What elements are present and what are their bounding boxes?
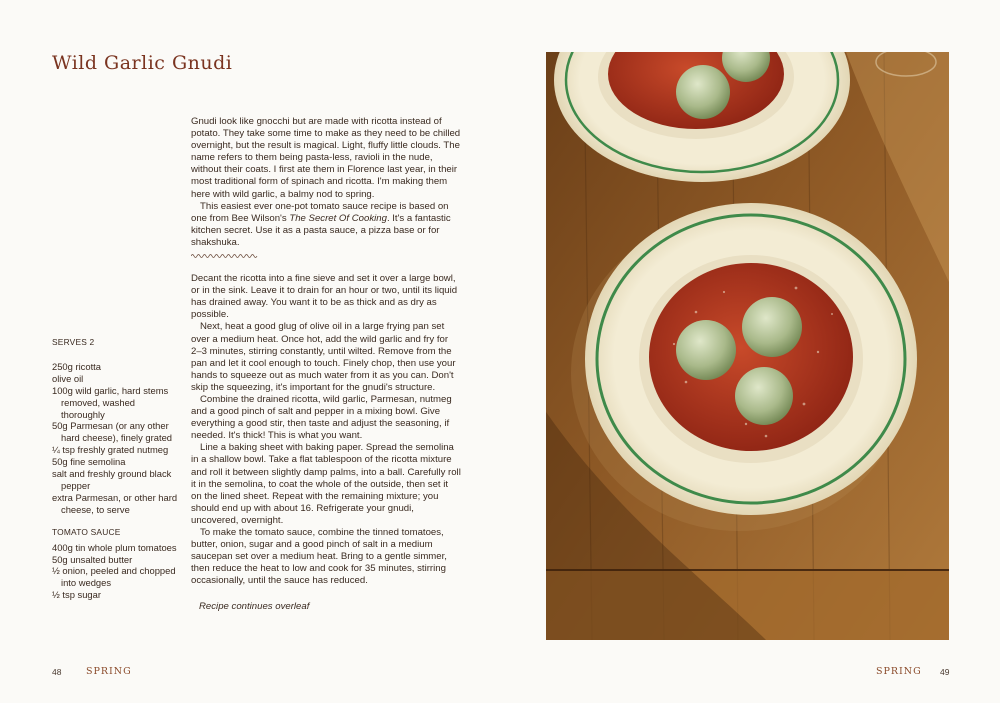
gnudi-ball	[742, 297, 802, 357]
section-label-right: SPRING	[876, 666, 922, 677]
gnudi-ball	[676, 320, 736, 380]
gnudi-photo	[546, 52, 949, 640]
ingredient: 50g fine semolina	[52, 456, 126, 468]
gnudi-ball	[735, 367, 793, 425]
wavy-divider	[191, 252, 461, 264]
recipe-title: Wild Garlic Gnudi	[52, 52, 233, 74]
ingredient: ½ tsp sugar	[52, 589, 101, 601]
section-label-left: SPRING	[86, 666, 132, 677]
ingredient: salt and freshly ground black pepper	[52, 468, 172, 491]
page-number-left: 48	[52, 667, 62, 677]
sauce-heading: TOMATO SAUCE	[52, 526, 121, 537]
ingredient: extra Parmesan, or other hard cheese, to serve	[52, 491, 178, 515]
intro-paragraph: Gnudi look like gnocchi but are made with ricotta instead of potato. They take some time to make as they need to be chilled overnight, but the result is magical. Light, fluffy little clouds. The name refers to them being pasta-less, ravioli in the nude, without their coats. I first ate them in Florence last year, in their most traditional form of spinach and ricotta. I'm making them here with wild garlic, a balmy nod to spring.	[191, 116, 461, 200]
method-step: Line a baking sheet with baking paper. Spread the semolina in a shallow bowl. Take a flat tablespoon of the ricotta mixture and roll it between slightly damp palms, into a ball. Carefully roll it in the semolina, to coat the whole of the outside, then set it on the lined sheet. Repeat with the remaining mixture; you should end up with about 16. Refrigerate your gnudi, uncovered, overnight.	[191, 442, 461, 526]
ingredient: 50g unsalted butter	[52, 553, 133, 565]
method-step: Next, heat a good glug of olive oil in a large frying pan set over a medium heat. Once hot, add the wild garlic and fry for 2–3 minutes, stirring constantly, until wilted. Remove from the pan and let it cool enough to touch. Finely chop, then use your hands to squeeze out as much water from it as you can. Don't skip the squeezing, it's important for the gnudi's structure.	[191, 321, 456, 393]
continues-note: Recipe continues overleaf	[199, 601, 310, 612]
serves-label: SERVES 2	[52, 337, 95, 347]
ingredient: ¼ tsp freshly grated nutmeg	[52, 444, 169, 456]
method-step: Decant the ricotta into a fine sieve and set it over a large bowl, or in the sink. Leave it to drain for an hour or two, until its liquid has drained away. You want it to be as thick and as dry as possible.	[191, 273, 458, 321]
ingredient: ½ onion, peeled and chopped into wedges	[52, 565, 176, 589]
page-number-right: 49	[940, 667, 950, 677]
ingredient: 400g tin whole plum tomatoes	[52, 541, 177, 553]
ingredient: 50g Parmesan (or any other hard cheese), finely grated	[52, 420, 173, 444]
method-step: To make the tomato sauce, combine the tinned tomatoes, butter, onion, sugar and a good pinch of salt in a medium saucepan set over a medium heat. Bring to a gentle simmer, then reduce the heat to low and cook for 35 minutes, stirring occasionally, until the sauce has reduced.	[191, 527, 447, 587]
ingredient: 250g ricotta	[52, 360, 101, 372]
ingredient: 100g wild garlic, hard stems removed, washed thoroughly	[52, 384, 169, 420]
ingredient: olive oil	[52, 372, 84, 384]
intro-paragraph-2: This easiest ever one-pot tomato sauce recipe is based on one from Bee Wilson's The Secret Of Cooking. It's a fantastic kitchen secret. Use it as a pasta sauce, a pizza base or for shakshuka.	[191, 200, 451, 248]
ingredients-list	[52, 337, 180, 601]
recipe-method	[191, 116, 461, 587]
method-step: Combine the drained ricotta, wild garlic, Parmesan, nutmeg and a good pinch of salt and pepper in a mixing bowl. Give everything a good stir, then taste and adjust the seasoning, if needed. It's thick! This is what you want.	[191, 393, 452, 442]
